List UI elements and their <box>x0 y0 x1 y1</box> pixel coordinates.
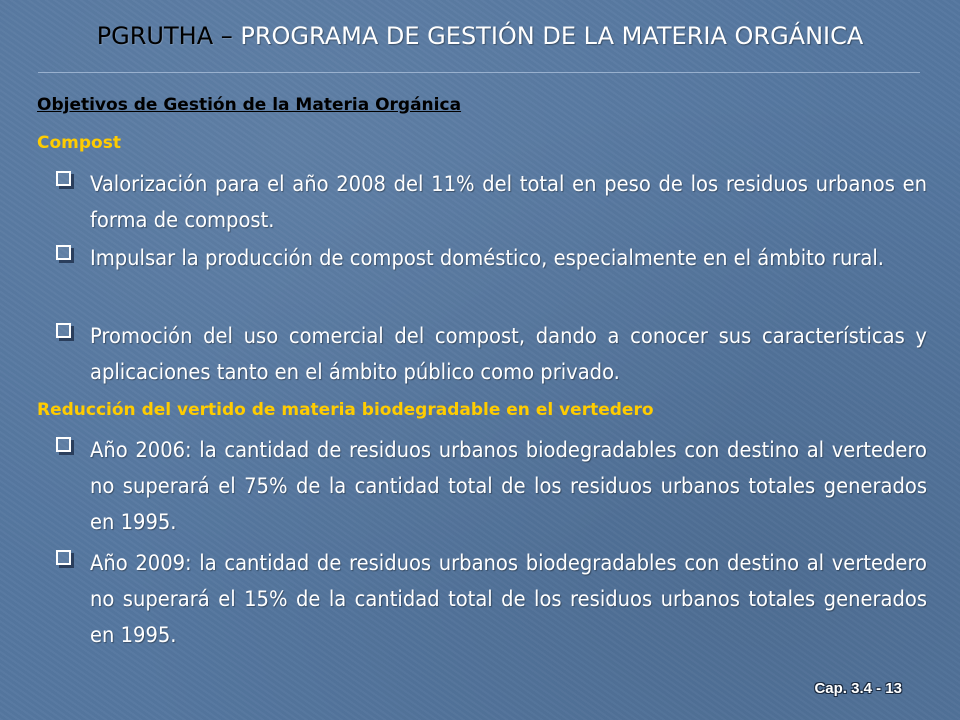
compost-bullet-1-text: Valorización para el año 2008 del 11% del total en peso de los residuos urbanos en forma de compost. <box>90 172 927 232</box>
slide-title <box>0 22 960 50</box>
compost-bullet-3-text: Promoción del uso comercial del compost, dando a conocer sus características y aplicaciones tanto en el ámbito público como privado. <box>90 324 927 384</box>
title-divider <box>38 72 920 73</box>
bullet-square-icon <box>56 437 71 452</box>
compost-bullet-2 <box>56 240 924 276</box>
page-number: Cap. 3.4 - 13 <box>814 680 902 697</box>
vertido-bullet-2-text: Año 2009: la cantidad de residuos urbanos biodegradables con destino al vertedero no superará el 15% de la cantidad total de los residuos urbanos totales generados en 1995. <box>90 551 927 647</box>
slide-title-main: PROGRAMA DE GESTIÓN DE LA MATERIA ORGÁNICA <box>240 22 864 50</box>
compost-heading: Compost <box>37 133 121 153</box>
section-heading: Objetivos de Gestión de la Materia Orgánica <box>37 95 462 115</box>
compost-bullet-1 <box>56 166 927 238</box>
slide-title-prefix: PGRUTHA – <box>96 22 241 50</box>
bullet-square-icon <box>56 323 71 338</box>
vertido-bullet-1-text: Año 2006: la cantidad de residuos urbanos biodegradables con destino al vertedero no superará el 75% de la cantidad total de los residuos urbanos totales generados en 1995. <box>90 438 927 534</box>
vertido-bullet-1 <box>56 432 927 540</box>
bullet-square-icon <box>56 550 71 565</box>
bullet-square-icon <box>56 245 71 260</box>
bullet-square-icon <box>56 171 71 186</box>
vertido-bullet-2 <box>56 545 927 653</box>
compost-bullet-3 <box>56 318 927 390</box>
vertido-heading: Reducción del vertido de materia biodegradable en el vertedero <box>37 400 654 420</box>
compost-bullet-2-text: Impulsar la producción de compost doméstico, especialmente en el ámbito rural. <box>90 246 884 270</box>
